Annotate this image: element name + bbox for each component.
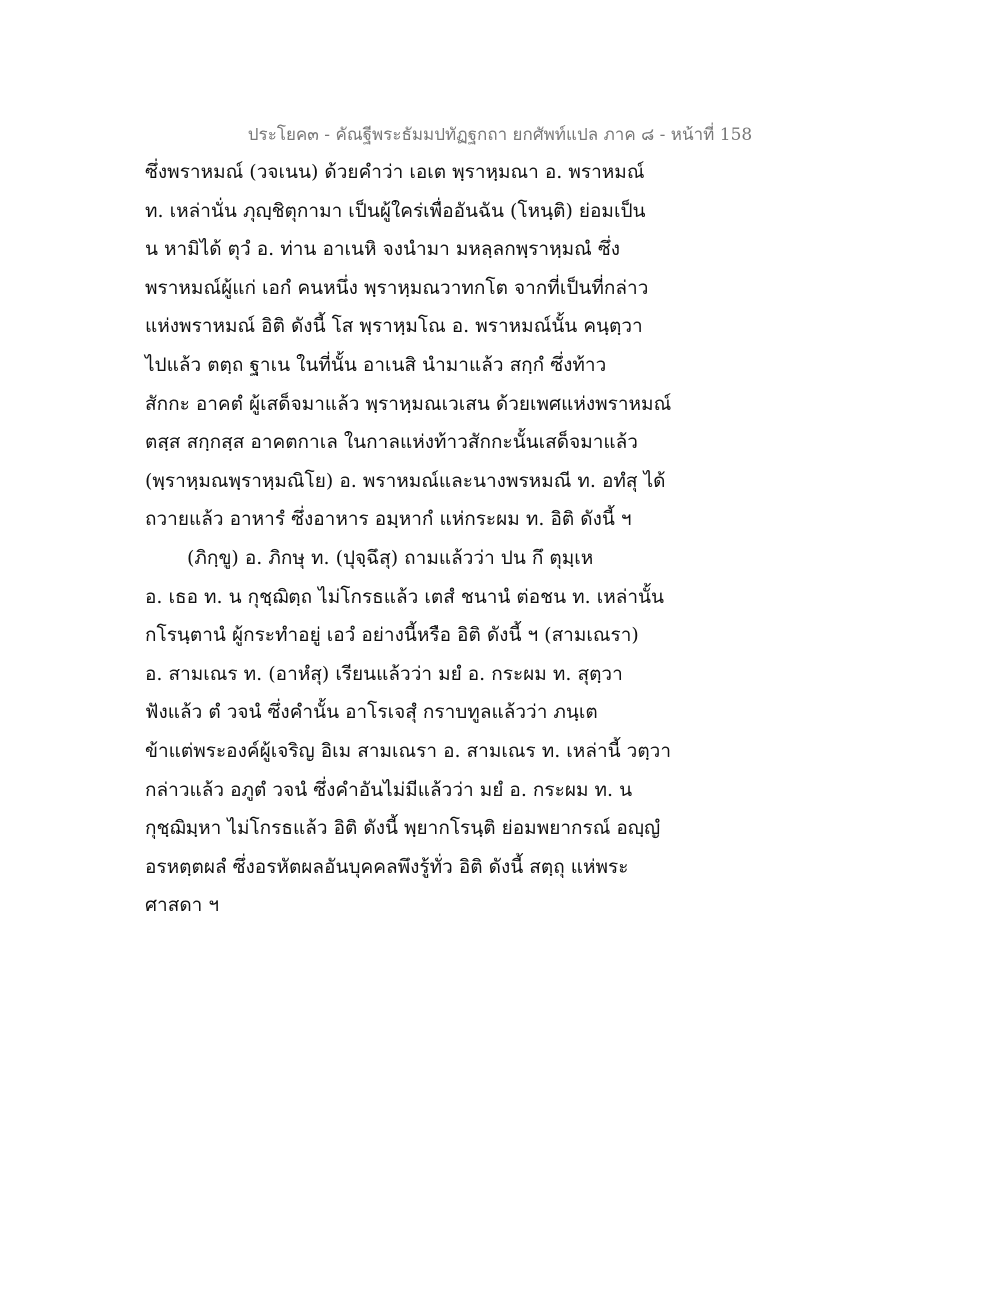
text-line: ไปแล้ว ตตฺถ ฐาเน ในที่นั้น อาเนสิ นำมาแล้ว สกฺกํ ซึ่งท้าว <box>145 353 607 376</box>
text-line: อ. เธอ ท. น กุชฺฌิตฺถ ไม่โกรธแล้ว เตสํ ชนานํ ต่อชน ท. เหล่านั้น <box>145 585 665 608</box>
text-line: กล่าวแล้ว อภูตํ วจนํ ซึ่งคำอันไม่มีแล้วว่า มยํ อ. กระผม ท. น <box>145 778 633 801</box>
text-line: พราหมณ์ผู้แก่ เอกํ คนหนึ่ง พฺราหฺมณวาทกโต จากที่เป็นที่กล่าว <box>145 276 649 299</box>
text-line: ท. เหล่านั่น ภุญฺชิตุกามา เป็นผู้ใคร่เพื่ออันฉัน (โหนฺติ) ย่อมเป็น <box>145 199 646 222</box>
text-line: ตสฺส สกฺกสฺส อาคตกาเล ในกาลแห่งท้าวสักกะนั้นเสด็จมาแล้ว <box>145 431 638 454</box>
text-line: อ. สามเณร ท. (อาหํสุ) เรียนแล้วว่า มยํ อ. กระผม ท. สุตฺวา <box>145 662 623 685</box>
paragraph-first-line: (ภิกฺขู) อ. ภิกษุ ท. (ปุจฺฉึสุ) ถามแล้วว่า ปน กึ ตุมฺเห <box>187 546 594 569</box>
text-line: แห่งพราหมณ์ อิติ ดังนี้ โส พฺราหฺมโณ อ. พราหมณ์นั้น คนฺตฺวา <box>145 315 643 338</box>
text-line: ข้าแต่พระองค์ผู้เจริญ อิเม สามเณรา อ. สามเณร ท. เหล่านี้ วตฺวา <box>145 739 672 762</box>
text-line: อรหตฺตผลํ ซึ่งอรหัตผลอันบุคคลพึงรู้ทั่ว อิติ ดังนี้ สตฺถุ แห่พระ <box>145 855 629 878</box>
text-line: ฟังแล้ว ตํ วจนํ ซึ่งคำนั้น อาโรเจสุํ กราบทูลแล้วว่า ภนฺเต <box>145 701 598 724</box>
running-header: ประโยค๓ - คัณฐีพระธัมมปทัฏฐกถา ยกศัพท์แปล ภาค ๘ - หน้าที่ 158 <box>247 125 753 145</box>
text-line: (พฺราหฺมณพฺราหฺมณิโย) อ. พราหมณ์และนางพรหมณี ท. อทํสุ ได้ <box>145 469 666 492</box>
text-line: ถวายแล้ว อาหารํ ซึ่งอาหาร อมฺหากํ แห่กระผม ท. อิติ ดังนี้ ฯ <box>145 508 632 531</box>
body-text <box>145 153 745 925</box>
text-line: น หามิได้ ตุวํ อ. ท่าน อาเนหิ จงนำมา มหลฺลกพฺราหฺมณํ ซึ่ง <box>145 238 620 261</box>
text-line: กโรนฺตานํ ผู้กระทำอยู่ เอวํ อย่างนี้หรือ อิติ ดังนี้ ฯ (สามเณรา) <box>145 624 639 647</box>
text-line: กุชฺฌิมฺหา ไม่โกรธแล้ว อิติ ดังนี้ พฺยากโรนฺติ ย่อมพยากรณ์ อญฺญํ <box>145 817 661 840</box>
text-line: ซึ่งพราหมณ์ (วจเนน) ด้วยคำว่า เอเต พฺราหฺมณา อ. พราหมณ์ <box>145 161 645 183</box>
text-line: ศาสดา ฯ <box>145 894 220 917</box>
text-line: สักกะ อาคตํ ผู้เสด็จมาแล้ว พฺราหฺมณเวเสน ด้วยเพศแห่งพราหมณ์ <box>145 392 672 415</box>
